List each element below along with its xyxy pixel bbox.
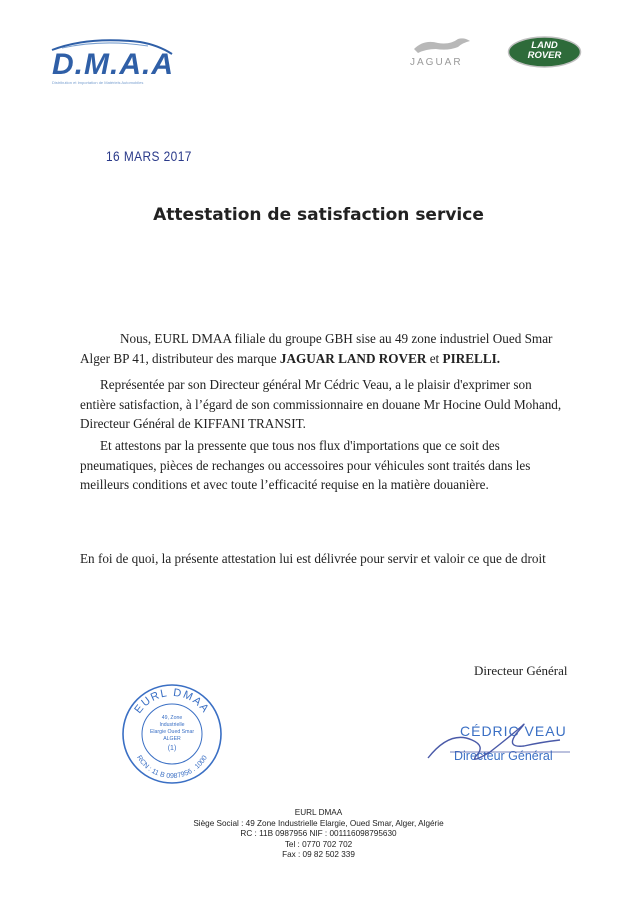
stamp-outer-top: EURL DMAA — [132, 686, 212, 716]
brand-pirelli: PIRELLI. — [442, 350, 501, 366]
svg-text:EURL DMAA — [132, 687, 211, 716]
company-logo-text: D.M.A.A — [52, 48, 174, 81]
paragraph-representation-line3: Directeur Général de KIFFANI TRANSIT. — [80, 416, 306, 431]
page-title: Attestation de satisfaction service — [153, 205, 484, 225]
jaguar-leaper-icon — [412, 35, 472, 57]
stamp-line3: Elargie Oued Smar — [149, 729, 195, 735]
jaguar-wordmark: JAGUAR — [410, 57, 463, 68]
paragraph-intro — [80, 329, 570, 368]
paragraph-representation-line2: entière satisfaction, à l’égard de son commissionnaire en douane Mr Hocine Ould Mohand, — [80, 396, 562, 412]
paragraph-attestation-line3: meilleurs conditions et avec toute l’efficacité requise en la matière douanière. — [80, 477, 489, 492]
land-rover-logo — [507, 36, 582, 68]
intro-mid: et — [426, 350, 443, 366]
signer-title: Directeur Général — [474, 663, 568, 678]
company-logo — [48, 36, 178, 86]
company-tagline: Distribution et Importation de Matériels Automobiles — [52, 80, 144, 85]
land-rover-line1: LAND — [531, 40, 558, 51]
company-round-stamp — [120, 682, 224, 786]
paragraph-attestation — [80, 436, 570, 495]
footer-ids: RC : 11B 0987956 NIF : 001116098795630 — [240, 829, 397, 838]
paragraph-representation — [80, 375, 570, 434]
footer-company: EURL DMAA — [294, 808, 343, 817]
date-stamp: 16 MARS 2017 — [106, 148, 192, 164]
stamp-outer-bottom: RCN : 11 B 0987956 . 1000 — [135, 754, 209, 781]
stamp-line1: 49, Zone — [161, 715, 183, 721]
paragraph-intro-line2 — [80, 349, 570, 369]
stamp-line5: (1) — [167, 745, 177, 752]
stamp-line4: ALGER — [163, 736, 181, 742]
brand-jlr: JAGUAR LAND ROVER — [279, 350, 427, 366]
stamp-line2: Industrielle — [159, 722, 185, 728]
jaguar-logo — [398, 35, 480, 71]
paragraph-intro-line1: Nous, EURL DMAA filiale du groupe GBH sise au 49 zone industriel Oued Smar — [120, 331, 553, 346]
footer-fax: Fax : 09 82 502 339 — [282, 850, 355, 859]
intro-prefix: Alger BP 41, distributeur des marque — [80, 350, 280, 366]
footer — [0, 808, 637, 861]
signature-stamp — [420, 712, 595, 772]
paragraph-attestation-line2: pneumatiques, pièces de rechanges ou accessoires pour véhicules sont traités dans les — [80, 457, 531, 473]
paragraph-attestation-line1: Et attestons par la pressente que tous nos flux d'importations que ce soit des — [100, 438, 500, 453]
signature-name: CÉDRIC VEAU — [460, 723, 567, 739]
footer-address: Siège Social : 49 Zone Industrielle Elargie, Oued Smar, Alger, Algérie — [193, 818, 444, 828]
land-rover-line2: ROVER — [527, 50, 562, 61]
footer-tel: Tel : 0770 702 702 — [284, 839, 353, 849]
signature-role: Directeur Général — [454, 749, 553, 763]
paragraph-representation-line1: Représentée par son Directeur général Mr Cédric Veau, a le plaisir d'exprimer son — [100, 377, 532, 392]
paragraph-closing: En foi de quoi, la présente attestation lui est délivrée pour servir et valoir ce que de droit — [80, 551, 546, 566]
